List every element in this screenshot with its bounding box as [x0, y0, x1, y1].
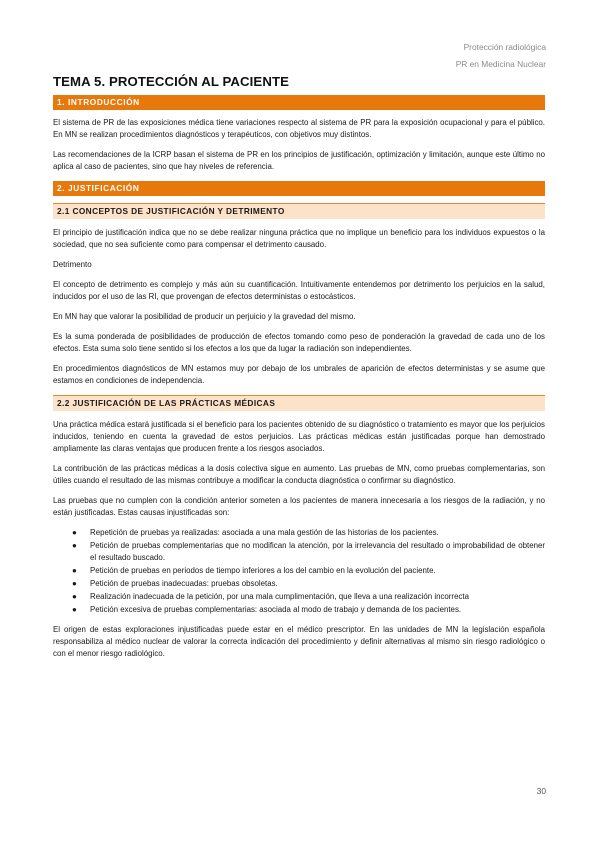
paragraph: El principio de justificación indica que no se debe realizar ninguna práctica que no implique un beneficio para los individuos expuestos o la sociedad, que no sea suficiente como para compensar el detrimento causado. — [53, 228, 545, 249]
header-course-title: Protección radiológica — [463, 42, 546, 52]
page-number: 30 — [536, 786, 546, 796]
subsection-heading-conceptos: 2.1 CONCEPTOS DE JUSTIFICACIÓN Y DETRIMENTO — [53, 203, 545, 219]
list-item-text: Repetición de pruebas ya realizadas: asociada a una mala gestión de las historias de los pacientes. — [90, 528, 439, 537]
bullet-dot-icon: ● — [72, 579, 77, 588]
paragraph: La contribución de las prácticas médicas a la dosis colectiva sigue en aumento. Las pruebas de MN, como pruebas complementarias, son útiles cuando el resultado de las mismas contribuye a modificar la conducta diagnóstica o confirmar su diagnóstico. — [53, 464, 545, 485]
bullet-list — [53, 527, 545, 616]
list-item — [53, 540, 545, 564]
bullet-dot-icon: ● — [72, 528, 77, 537]
paragraph: Las pruebas que no cumplen con la condición anterior someten a los pacientes de manera innecesaria a los riesgos de la radiación, y no están justificadas. Estas causas injustificadas son: — [53, 496, 545, 517]
section-heading-introduccion: 1. INTRODUCCIÓN — [53, 95, 545, 110]
list-item-text: Petición excesiva de pruebas complementarias: asociada al modo de trabajo y demanda de los pacientes. — [90, 605, 462, 614]
paragraph: En procedimientos diagnósticos de MN estamos muy por debajo de los umbrales de aparición de efectos deterministas y se asume que estamos en condiciones de independencia. — [53, 364, 545, 385]
bullet-dot-icon: ● — [72, 592, 77, 601]
list-item-text: Petición de pruebas en periodos de tiempo inferiores a los del cambio en la evolución del paciente. — [90, 566, 436, 575]
paragraph: El concepto de detrimento es complejo y más aún su cuantificación. Intuitivamente entendemos por detrimento los perjuicios en la salud, inducidos por el uso de las RI, que provengan de efectos deterministas o estocásticos. — [53, 280, 545, 301]
paragraph: Es la suma ponderada de posibilidades de producción de efectos tomando como peso de ponderación la gravedad de cada uno de los efectos. Esta suma solo tiene sentido si los efectos a los que da lugar la radiación son independientes. — [53, 332, 545, 353]
subsection-heading-practicas-medicas: 2.2 JUSTIFICACIÓN DE LAS PRÁCTICAS MÉDICAS — [53, 395, 545, 411]
subheading-detrimento: Detrimento — [53, 260, 92, 269]
page-content — [53, 74, 545, 668]
list-item — [53, 591, 545, 603]
paragraph: El sistema de PR de las exposiciones médica tiene variaciones respecto al sistema de PR para la exposición ocupacional y para el público. En MN se realizan procedimientos diagnósticos y terapéuticos, con objetivos muy distintos. — [53, 118, 545, 139]
list-item — [53, 527, 545, 539]
list-item-text: Petición de pruebas inadecuadas: pruebas obsoletas. — [90, 579, 278, 588]
section-heading-justificacion: 2. JUSTIFICACIÓN — [53, 181, 545, 196]
bullet-dot-icon: ● — [72, 605, 77, 614]
list-item — [53, 578, 545, 590]
bullet-dot-icon: ● — [72, 566, 77, 575]
list-item-text: Realización inadecuada de la petición, por una mala cumplimentación, que lleva a una realización incorrecta — [90, 592, 469, 601]
paragraph: En MN hay que valorar la posibilidad de producir un perjuicio y la gravedad del mismo. — [53, 312, 356, 321]
paragraph: El origen de estas exploraciones injustificadas puede estar en el médico prescriptor. En las unidades de MN la legislación española responsabiliza al médico nuclear de valorar la correcta indicación del procedimiento y definir alternativas al mismo sin riesgo radiológico o con el menor riesgo radiológico. — [53, 625, 545, 658]
header-subject: PR en Medicina Nuclear — [455, 59, 546, 69]
paragraph: Una práctica médica estará justificada si el beneficio para los pacientes obtenido de su diagnóstico o tratamiento es mayor que los perjuicios inducidos, teniendo en cuenta la gravedad de estos perjuicios. Las prácticas médicas están justificadas porque han demostrado ampliamente las claras ventajas que producen frente a los riesgos asociados. — [53, 420, 545, 453]
list-item — [53, 565, 545, 577]
list-item-text: Petición de pruebas complementarias que no modifican la atención, por la irrelevancia del resultado o improbabilidad de obtener el resultado buscado. — [90, 541, 545, 562]
list-item — [53, 604, 545, 616]
paragraph: Las recomendaciones de la ICRP basan el sistema de PR en los principios de justificación, optimización y limitación, aunque este último no aplica al caso de pacientes, sino que hay niveles de referencia. — [53, 150, 545, 171]
chapter-title: TEMA 5. PROTECCIÓN AL PACIENTE — [53, 74, 289, 89]
bullet-dot-icon: ● — [72, 541, 77, 550]
